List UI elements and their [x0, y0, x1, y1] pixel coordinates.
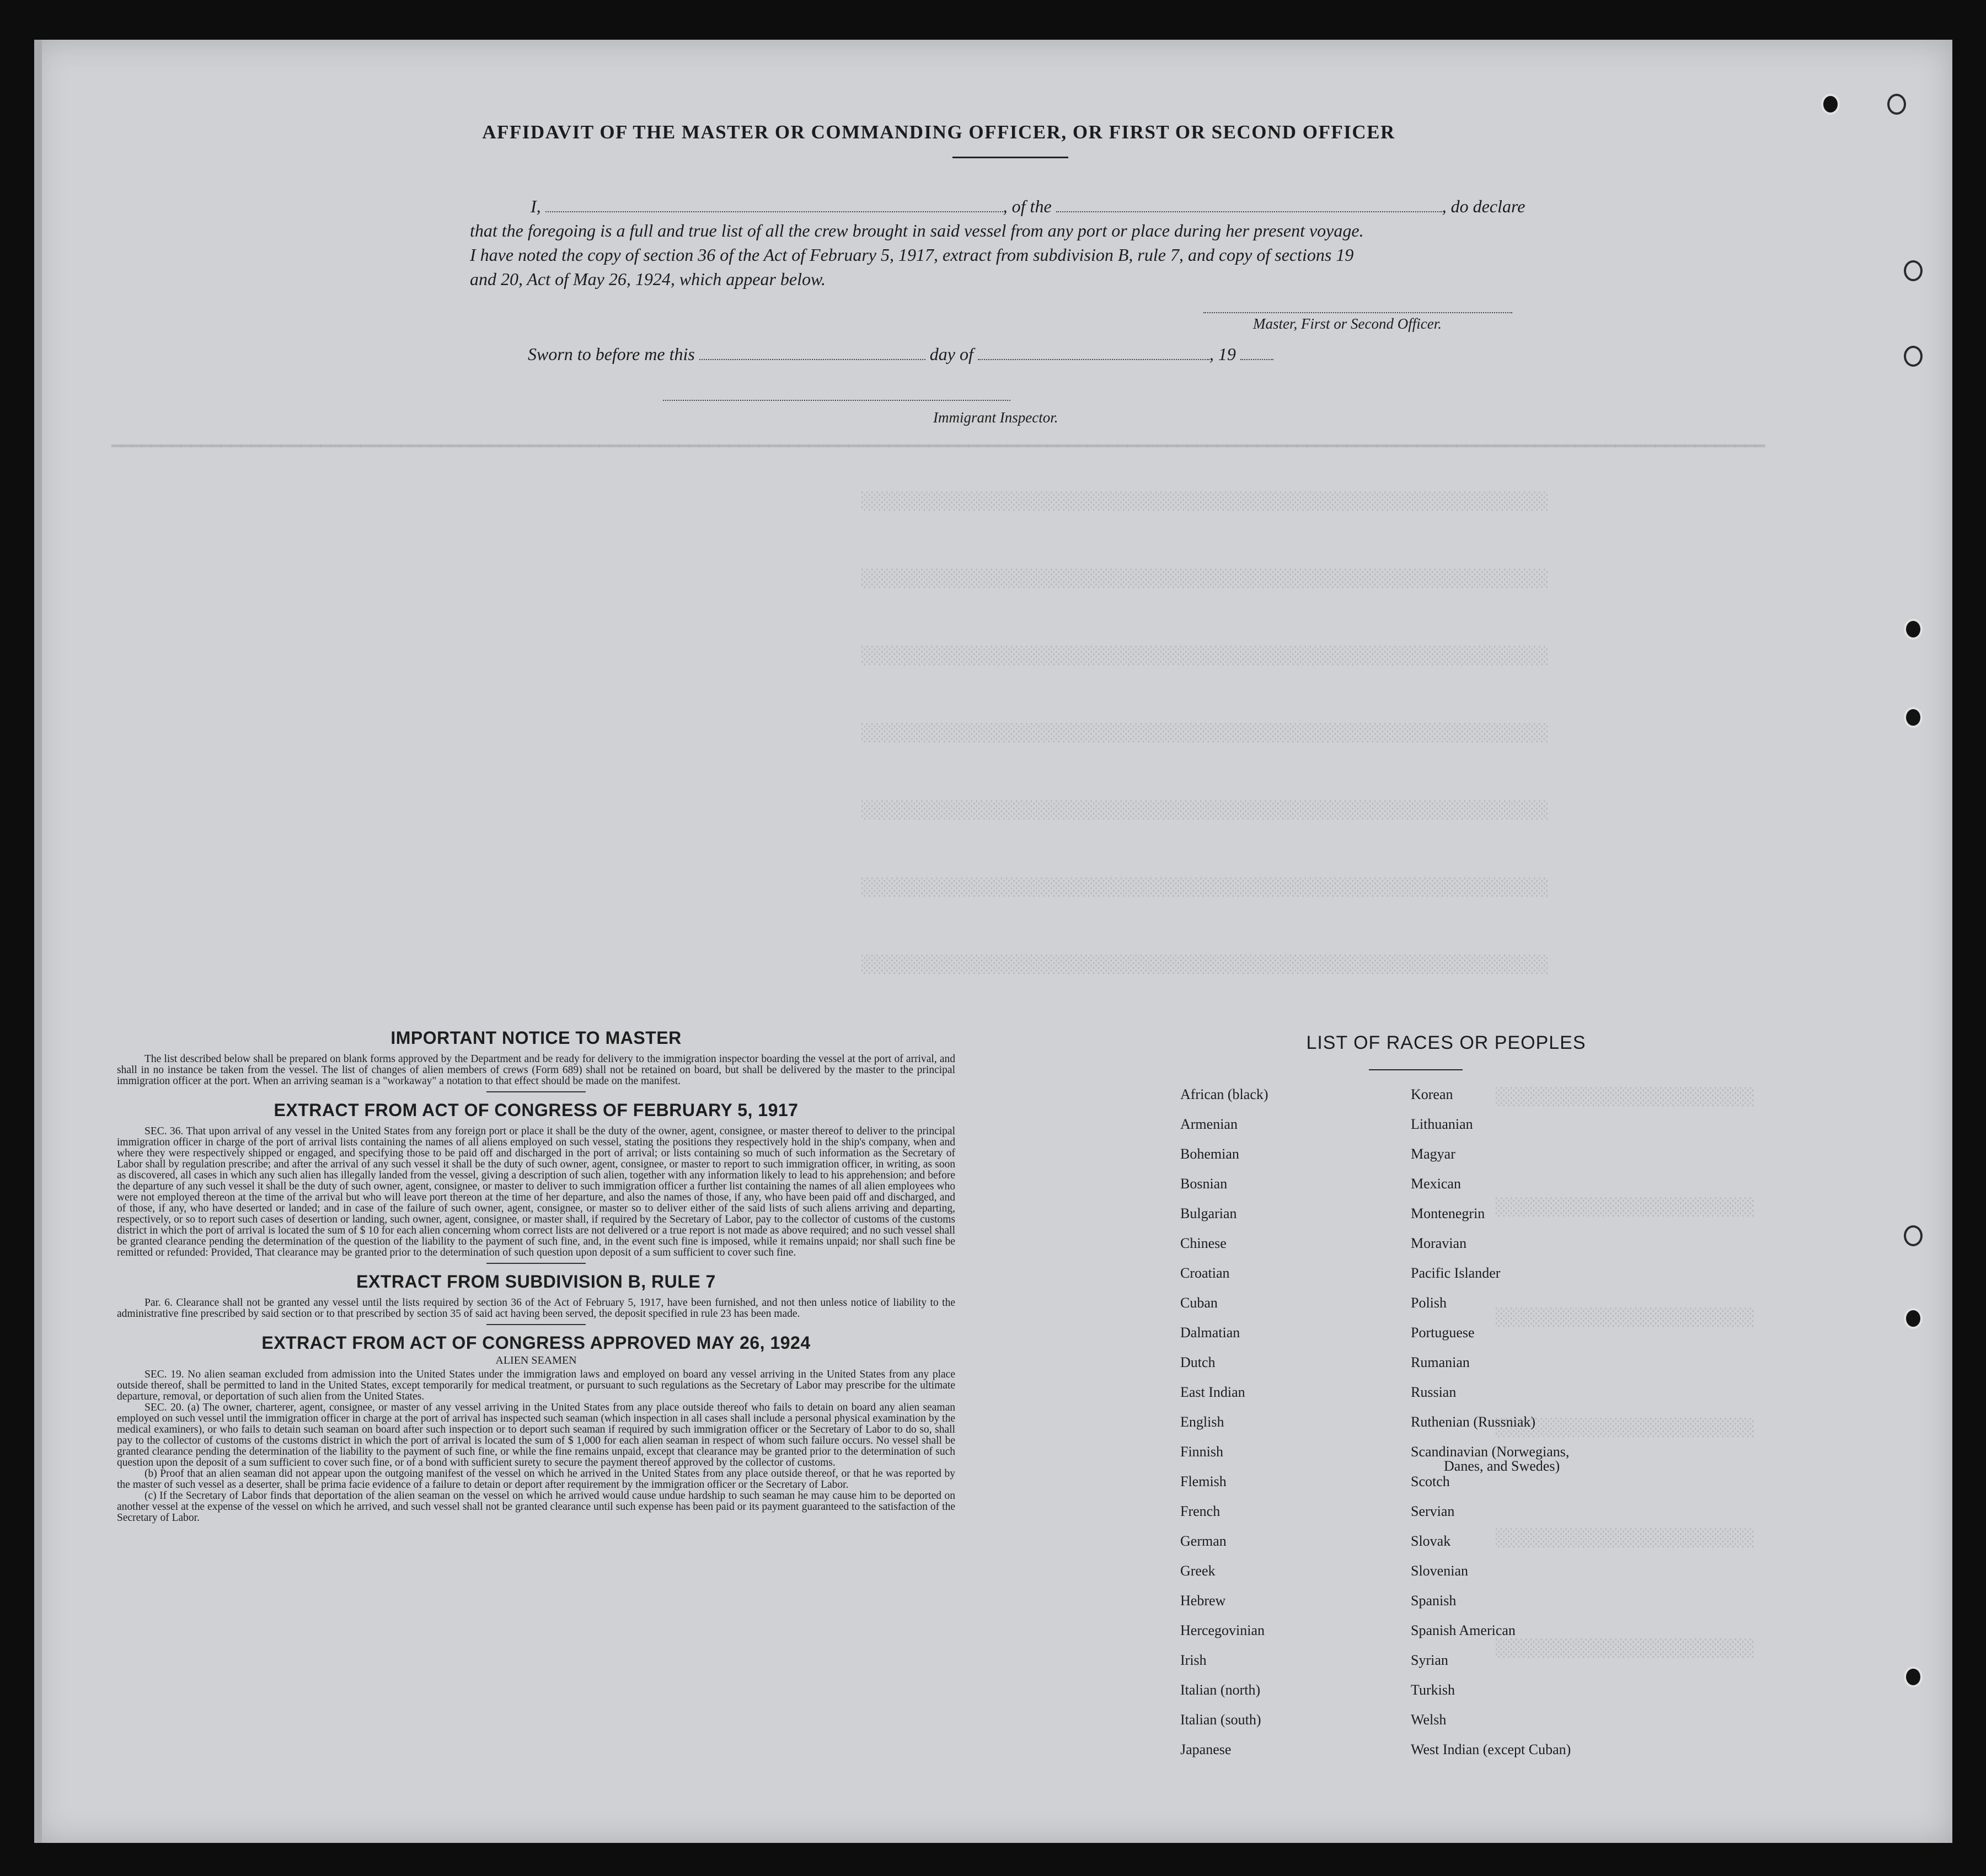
race-item: Irish [1180, 1652, 1207, 1668]
affidavit-title: AFFIDAVIT OF THE MASTER OR COMMANDING OFFICER, OR FIRST OR SECOND OFFICER [482, 121, 1395, 143]
race-item: Scotch [1411, 1473, 1450, 1489]
race-item: Polish [1411, 1295, 1447, 1311]
sec19-text: SEC. 19. No alien seaman excluded from admission into the United States under the immigration laws and employed on board any vessel arriving in the United States from any place outside thereof, shall be permitted to land in the United States, except temporarily for medical treatment, or pursuant to such regulations as the Secretary of Labor may prescribe for the ultimate departure, removal, or deportation of such alien from the United States. [117, 1369, 955, 1402]
race-item: Cuban [1180, 1295, 1218, 1311]
binder-hole-icon [1904, 260, 1923, 281]
master-signature-line[interactable] [1203, 312, 1512, 313]
race-item: Bohemian [1180, 1146, 1239, 1162]
race-item: Mexican [1411, 1176, 1461, 1192]
sec20a-text: SEC. 20. (a) The owner, charterer, agent, consignee, or master of any vessel arriving in the United States from any place outside thereof who fails to detain on board any alien seaman employed on such vessel until the immigration officer in charge at the port of arrival has inspected such seaman (which inspection in all cases shall include a personal physical examination by the medical examiners), or who fails to detain such seaman on board after such inspection or to deport such seaman if required by such immigration officer or the Secretary of Labor to do so, shall pay to the collector of customs of the customs district in which the port of arrival is located the sum of $ 1,000 for each alien seaman in respect of whom such failure occurs. No vessel shall be granted clearance pending the determination of the liability to the payment of such fine, or while the fine remains unpaid, except that clearance may be granted prior to the determination of such question upon the deposit of a sum sufficient to cover such fine, or of a bond with sufficient surety to secure the payment thereof approved by the collector of customs. [117, 1402, 955, 1468]
race-item-continuation: Danes, and Swedes) [1444, 1458, 1560, 1474]
binder-hole-icon [1887, 94, 1906, 115]
race-item: Spanish [1411, 1593, 1457, 1609]
race-item: Welsh [1411, 1712, 1447, 1728]
race-item: Greek [1180, 1563, 1216, 1579]
divider [486, 1263, 586, 1264]
extract-rule7-heading: EXTRACT FROM SUBDIVISION B, RULE 7 [356, 1272, 716, 1291]
name-blank-field[interactable] [545, 211, 1003, 212]
binder-hole-icon [1904, 1225, 1923, 1246]
sworn-month-field[interactable] [978, 358, 1209, 360]
race-item: French [1180, 1503, 1220, 1519]
binder-hole-icon [1904, 1666, 1923, 1687]
race-item: Scandinavian (Norwegians, Danes, and Swedes) [1411, 1444, 1570, 1474]
race-item: Ruthenian (Russniak) [1411, 1414, 1536, 1430]
race-item: Rumanian [1411, 1354, 1470, 1370]
race-item: Korean [1411, 1086, 1453, 1102]
race-item: Hebrew [1180, 1593, 1226, 1609]
divider [486, 1091, 586, 1092]
inspector-signature-label: Immigrant Inspector. [933, 409, 1058, 426]
affidavit-line-2: that the foregoing is a full and true list of all the crew brought in said vessel from any port or place during her present voyage. [470, 221, 1364, 240]
race-item: Turkish [1411, 1682, 1455, 1698]
race-item: Bulgarian [1180, 1205, 1237, 1221]
sworn-line: Sworn to before me this day of , 19 [528, 342, 1273, 366]
race-item: Slovak [1411, 1533, 1451, 1549]
race-item: Bosnian [1180, 1176, 1228, 1192]
notice-heading: IMPORTANT NOTICE TO MASTER [390, 1028, 682, 1048]
extract-1917-text: SEC. 36. That upon arrival of any vessel in the United States from any foreign port or place it shall be the duty of the owner, agent, consignee, or master thereof to deliver to the principal immigration officer in charge of the port of arrival lists containing the names of all aliens employed on such vessel, stating the positions they respectively hold in the ship's company, when and where they were respectively shipped or engaged, and specifying those to be paid off and discharged in the port of arrival; or lists containing so much of such information as the Secretary of Labor shall by regulation prescribe; and after the arrival of any such vessel it shall be the duty of such owner, agent, consignee, or master to report to such immigration officer, in writing, as soon as discovered, all cases in which any such alien has illegally landed from the vessel, giving a description of such alien, together with any information likely to lead to his apprehension; and before the departure of any such vessel it shall be the duty of such owner, agent, consignee, or master to deliver to such immigration officer a further list containing the names of all alien employees who were not employed thereon at the time of the arrival but who will leave port thereon at the time of her departure, and also the names of those, if any, who have been paid off and discharged, and of those, if any, who have deserted or landed; and in case of the failure of such owner, agent, consignee, or master so to deliver either of the said lists of such aliens arriving and departing, respectively, or so to report such cases of desertion or landing, such owner, agent, consignee, or master shall, if required by the Secretary of Labor, pay to the collector of customs of the customs district in which the port of arrival is located the sum of $ 10 for each alien concerning whom correct lists are not delivered or a true report is not made as above required; and no such vessel shall be granted clearance pending the determination of the question of the liability to the payment of such fine, and, in the event such fine is imposed, while it remains unpaid; nor shall such fine be remitted or refunded: Provided, That clearance may be granted prior to the determination of such question upon deposit of a sum sufficient to cover such fine. [117, 1125, 955, 1258]
race-item: Spanish American [1411, 1622, 1516, 1638]
races-underline [1369, 1069, 1463, 1070]
notice-text: The list described below shall be prepared on blank forms approved by the Department and be ready for delivery to the immigration inspector boarding the vessel at the port of arrival, and shall in no instance be taken from the vessel. The list of changes of alien members of crews (Form 689) shall not be retained on board, but shall be delivered by the master to the principal immigration officer at the port. When an arriving seaman is a "workaway" a notation to that effect should be made on the manifest. [117, 1053, 955, 1087]
race-item: Montenegrin [1411, 1205, 1485, 1221]
divider [486, 1324, 586, 1325]
race-item: English [1180, 1414, 1224, 1430]
extract-rule7-text: Par. 6. Clearance shall not be granted any vessel until the lists required by section 36 of the Act of February 5, 1917, have been furnished, and not then unless notice of liability to the administrative fine prescribed by said section or to that prescribed by section 35 of said act having been served, the deposit specified in rule 23 has been made. [117, 1297, 955, 1320]
race-item: Russian [1411, 1384, 1457, 1400]
race-item: Servian [1411, 1503, 1455, 1519]
race-item: Dalmatian [1180, 1325, 1240, 1341]
race-item: Italian (north) [1180, 1682, 1261, 1698]
race-item: Dutch [1180, 1354, 1216, 1370]
race-item: Magyar [1411, 1146, 1455, 1162]
extract-1917-heading: EXTRACT FROM ACT OF CONGRESS OF FEBRUARY 5, 1917 [274, 1100, 799, 1120]
race-item: West Indian (except Cuban) [1411, 1741, 1571, 1757]
sworn-year-field[interactable] [1240, 358, 1273, 360]
affidavit-line-4: and 20, Act of May 26, 1924, which appear below. [470, 269, 826, 289]
vessel-blank-field[interactable] [1056, 211, 1442, 212]
binder-hole-icon [1904, 619, 1923, 640]
binder-hole-icon [1821, 94, 1840, 115]
race-item: Moravian [1411, 1235, 1467, 1251]
notices-column [117, 1028, 955, 1524]
master-signature-label: Master, First or Second Officer. [1253, 315, 1442, 332]
sec20c-text: (c) If the Secretary of Labor finds that deportation of the alien seaman on the vessel on which he arrived would cause undue hardship to such seaman he may cause him to be deported on another vessel at the expense of the vessel on which he arrived, and such vessel shall not be granted clearance until such expense has been paid or its payment guaranteed to the satisfaction of the Secretary of Labor. [117, 1490, 955, 1524]
race-item: Italian (south) [1180, 1712, 1261, 1728]
race-item: Croatian [1180, 1265, 1230, 1281]
affidavit-line-3: I have noted the copy of section 36 of the Act of February 5, 1917, extract from subdivision B, rule 7, and copy of sections 19 [470, 245, 1354, 265]
race-item: Japanese [1180, 1741, 1232, 1757]
title-underline [952, 157, 1068, 158]
sec20b-text: (b) Proof that an alien seaman did not appear upon the outgoing manifest of the vessel on which he arrived in the United States from any place outside thereof, or that he was reported by the master of such vessel as a deserter, shall be prima facie evidence of a failure to detain or deport after requirement by the immigration officer or the Secretary of Labor. [117, 1468, 955, 1491]
binder-hole-icon [1904, 1308, 1923, 1329]
races-column-2 [1411, 1086, 1571, 1771]
alien-seamen-subheading: ALIEN SEAMEN [495, 1354, 577, 1366]
race-item: German [1180, 1533, 1227, 1549]
race-item: Chinese [1180, 1235, 1227, 1251]
binder-hole-icon [1904, 707, 1923, 728]
race-item: African (black) [1180, 1086, 1268, 1102]
race-item: Syrian [1411, 1652, 1448, 1668]
extract-1924-heading: EXTRACT FROM ACT OF CONGRESS APPROVED MAY 26, 1924 [261, 1333, 811, 1353]
race-item: Slovenian [1411, 1563, 1468, 1579]
race-item: Pacific Islander [1411, 1265, 1501, 1281]
page-edge [34, 40, 42, 1843]
race-item: Portuguese [1411, 1325, 1475, 1341]
race-item: East Indian [1180, 1384, 1245, 1400]
affidavit-line-1: I, , of the , do declare [531, 196, 1525, 216]
sworn-day-field[interactable] [699, 358, 925, 360]
race-item: Lithuanian [1411, 1116, 1473, 1132]
binder-hole-icon [1904, 346, 1923, 367]
race-item: Hercegovinian [1180, 1622, 1265, 1638]
race-item: Armenian [1180, 1116, 1238, 1132]
document-page: ━━━━━━━━━━━━━━━━━━━━━━━━━━━━━━━━━━━━━━━━━━━━━━━━━━━━━━━━━━━━━━━━━━━━━━━━━━━━━━━━━━━━━━━━━━━━━━━━━━━━━━━━━━━━━━━━━━━━━━━━━━━━━━━━━━━━━━━━━━━━━━━━━━━━━━━━━━━━━━━━━━━━━━ ░░░░░░░░░░░░░░░░░░░░░░░░░░░░░░░░░░░░░░░░░░░░░░░░░░░░░░░░░░░░░░░░░░░░░ ░░░░░░░░░░░░░░░░░░░░░░░░░░░░░░░░░░░░░░░░░░░░░░░░░░░░░░░░░░░░░░░░░░░░░ ░░░░░░░░░░░░░░░░░░░░░░░░░░░░░░░░░░░░░░░░░░░░░░░░░░░░░░░░░░░░░░░░░░░░░ ░░░░░░░░░░░░░░░░░░░░░░░░░░░░░░░░░░░░░░░░░░░░░░░░░░░░░░░░░░░░░░░░░░░░░ ░░░░░░░░░░░░░░░░░░░░░░░░░░░░░░░░░░░░░░░░░░░░░░░░░░░░░░░░░░░░░░░░░░░░░ ░░░░░░░░░░░░░░░░░░░░░░░░░░░░░░░░░░░░░░░░░░░░░░░░░░░░░░░░░░░░░░░░░░░░░ ░░░░░░░░░░░░░░░░░░░░░░░░░░░░░░░░░░░░░░░░░░░░░░░░░░░░░░░░░░░░░░░░░░░░░ ░░░░░░░░░░░░░░░░░░░░░░░░░░ ░░░░░░░░░░░░░░░░░░░░░░░░░░ ░░░░░░░░░░░░░░░░░░░░░░░░░░ ░░░░░░░░░░░░░░░░░░░░░░░░░░ ░░░░░░░░░░░░░░░░░░░░░░░░░░ ░░░░░░░░░░░░░░░░░░░░░░░░░░ AFFIDAVIT OF THE MASTER OR COMMANDING OFFICER, OR FIRST OR SECOND OFFICER I, , of the , do declare that the foregoing is a full and true list of all the crew brought in said vessel from any port or place during her present voyage. I have noted the copy of section 36 of the Act of February 5, 1917, extract from subdivision B, rule 7, and copy of sections 19 and 20, Act of May 26, 1924, which appear below. Master, First or Second Officer. Sworn to before me this day of , 19 Immigrant Inspector. IMPORTANT NOTICE TO MASTER The list described below shall be prepared on blank forms approved by the Department and be ready for delivery to the immigration inspector boarding the vessel at the port of arrival, and shall in no instance be taken from the vessel. The list of changes of alien members of crews (Form 689) shall not be retained on board, but shall be delivered by the master to the principal immigration officer at the port. When an arriving seaman is a "workaway" a notation to that effect should be made on the manifest. EXTRACT FROM ACT OF CONGRESS OF FEBRUARY 5, 1917 SEC. 36. That upon arrival of any vessel in the United States from any foreign port or place it shall be the duty of the owner, agent, consignee, or master thereof to deliver to the principal immigration officer in charge of the port of arrival lists containing the names of all aliens employed on such vessel, stating the positions they respectively hold in the ship's company, when and where they were respectively shipped or engaged, and specifying those to be paid off and discharged in the port of arrival; or lists containing so much of such information as the Secretary of Labor shall by regulation prescribe; and after the arrival of any such vessel it shall be the duty of such owner, agent, consignee, or master to report to such immigration officer, in writing, as soon as discovered, all cases in which any such alien has illegally landed from the vessel, giving a description of such alien, together with any information likely to lead to his apprehension; and before the departure of any such vessel it shall be the duty of such owner, agent, consignee, or master to deliver to such immigration officer a further list containing the names of all alien employees who were not employed thereon at the time of the arrival but who will leave port thereon at the time of her departure, and also the names of those, if any, who have been paid off and discharged, and of those, if any, who have deserted or landed; and in case of the failure of such owner, agent, consignee, or master so to deliver either of the said lists of such aliens arriving and departing, respectively, or so to report such cases of desertion or landing, such owner, agent, consignee, or master shall, if required by the Secretary of Labor, pay to the collector of customs of the customs district in which the port of arrival is located the sum of $ 10 for each alien concerning whom correct lists are not delivered or a true report is not made as above required; and no such vessel shall be granted clearance pending the determination of the question of the liability to the payment of such fine, and, in the event such fine is imposed, while it remains unpaid; nor shall such fine be remitted or refunded: Provided, That clearance may be granted prior to the determination of such question upon deposit of a sum sufficient to cover such fine. EXTRACT FROM SUBDIVISION B, RULE 7 Par. 6. Clearance shall not be granted any vessel until the lists required by section 36 of the Act of February 5, 1917, have been furnished, and not then unless notice of liability to the administrative fine prescribed by said section or to that prescribed by section 35 of said act having been served, the deposit specified in rule 23 has been made. EXTRACT FROM ACT OF CONGRESS APPROVED MAY 26, 1924 ALIEN SEAMEN SEC. 19. No alien seaman excluded from admission into the United States under the immigration laws and employed on board any vessel arriving in the United States from any place outside thereof, shall be permitted to land in the United States, except temporarily for medical treatment, or pursuant to such regulations as the Secretary of Labor may prescribe for the ultimate departure, removal, or deportation of such alien from the United States. SEC. 20. (a) The owner, charterer, agent, consignee, or master of any vessel arriving in the United States from any place outside thereof who fails to detain on board any alien seaman employed on such vessel until the immigration officer in charge at the port of arrival has inspected such seaman (which inspection in all cases shall include a personal physical examination by the medical examiners), or who fails to detain such seaman on board after such inspection or to deport such seaman if required by such immigration officer or the Secretary of Labor to do so, shall pay to the collector of customs of the customs district in which the port of arrival is located the sum of $ 1,000 for each alien seaman in respect of whom such failure occurs. No vessel shall be granted clearance pending the determination of the liability to the payment of such fine, or while the fine remains unpaid, except that clearance may be granted prior to the determination of such question upon the deposit of a sum sufficient to cover such fine, or of a bond with sufficient surety to secure the payment thereof approved by the collector of customs. (b) Proof that an alien seaman did not appear upon the outgoing manifest of the vessel on which he arrived in the United States from any place outside thereof, or that he was reported by the master of such vessel as a deserter, shall be prima facie evidence of a failure to detain or deport after requirement by the immigration officer or the Secretary of Labor. (c) If the Secretary of Labor finds that deportation of the alien seaman on the vessel on which he arrived would cause undue hardship to such seaman he may cause him to be deported on another vessel at the expense of the vessel on which he arrived, and such vessel shall not be granted clearance until such expense has been paid or its payment guaranteed to the satisfaction of the Secretary of Labor. LIST OF RACES OR PEOPLES African (black) Armenian Bohemian Bosnian Bulgarian Chinese Croatian Cuban Dalmatian Dutch East Indian English Finnish Flemish French German Greek Hebrew Hercegovinian Irish Italian (north) Italian (south) Japanese Korean Lithuanian Magyar Mexican Montenegrin Moravian Pacific Islander Polish Portuguese Rumanian Russian Ruthenian (Russniak) Scandinavian (Norwegians, Danes, and Swedes) Scotch Servian Slovak Slovenian Spanish Spanish American Syrian Turkish Welsh West Indian (except Cuban) [34, 40, 1952, 1843]
inspector-signature-line[interactable] [663, 399, 1010, 401]
races-heading: LIST OF RACES OR PEOPLES [1306, 1032, 1586, 1053]
race-item: Finnish [1180, 1444, 1224, 1460]
race-item: Flemish [1180, 1473, 1227, 1489]
races-column-1 [1180, 1086, 1268, 1771]
